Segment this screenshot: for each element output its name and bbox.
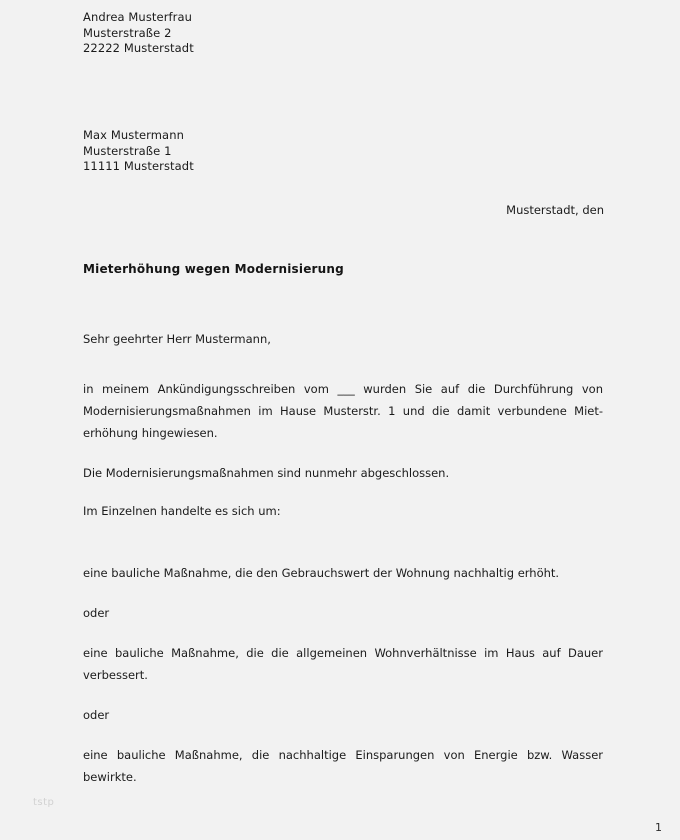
- recipient-street: Musterstraße 1: [83, 143, 172, 158]
- body-paragraph-6: eine bauliche Maßnahme, die die allgemeinen Wohnverhältnisse im Haus auf Dauer verbessert.: [83, 646, 603, 682]
- body-paragraph-8: eine bauliche Maßnahme, die nachhaltige Einsparungen von Energie bzw. Wasser bewirkte.: [83, 748, 603, 784]
- recipient-address-block: [83, 128, 383, 175]
- date-line: Musterstadt, den: [506, 203, 604, 217]
- body-paragraph-3: Im Einzelnen handelte es sich um:: [83, 504, 281, 518]
- body-paragraph-5: oder: [83, 606, 110, 620]
- page-number: 1: [655, 821, 662, 834]
- recipient-city: 11111 Musterstadt: [83, 159, 194, 173]
- recipient-name: Max Mustermann: [83, 128, 184, 142]
- body-paragraph-1: in meinem Ankündigungsschreiben vom ___ wurden Sie auf die Durchführung von Modernisierungsmaßnahmen im Hause Musterstr. 1 und die damit verbundene Miet-erhöhung hingewiesen.: [83, 382, 603, 440]
- sender-name: Andrea Musterfrau: [83, 10, 193, 24]
- sender-address-block: [83, 10, 383, 57]
- watermark-text: tstp: [33, 797, 55, 808]
- sender-street: Musterstraße 2: [83, 25, 172, 40]
- body-paragraph-7: oder: [83, 708, 110, 722]
- subject-line: Mieterhöhung wegen Modernisierung: [83, 262, 344, 276]
- body-paragraph-4: eine bauliche Maßnahme, die den Gebrauchswert der Wohnung nachhaltig erhöht.: [83, 566, 560, 580]
- body-paragraph-2: Die Modernisierungsmaßnahmen sind nunmehr abgeschlossen.: [83, 466, 450, 480]
- sender-city: 22222 Musterstadt: [83, 41, 194, 55]
- letter-body: [83, 328, 603, 806]
- salutation: Sehr geehrter Herr Mustermann,: [83, 332, 271, 346]
